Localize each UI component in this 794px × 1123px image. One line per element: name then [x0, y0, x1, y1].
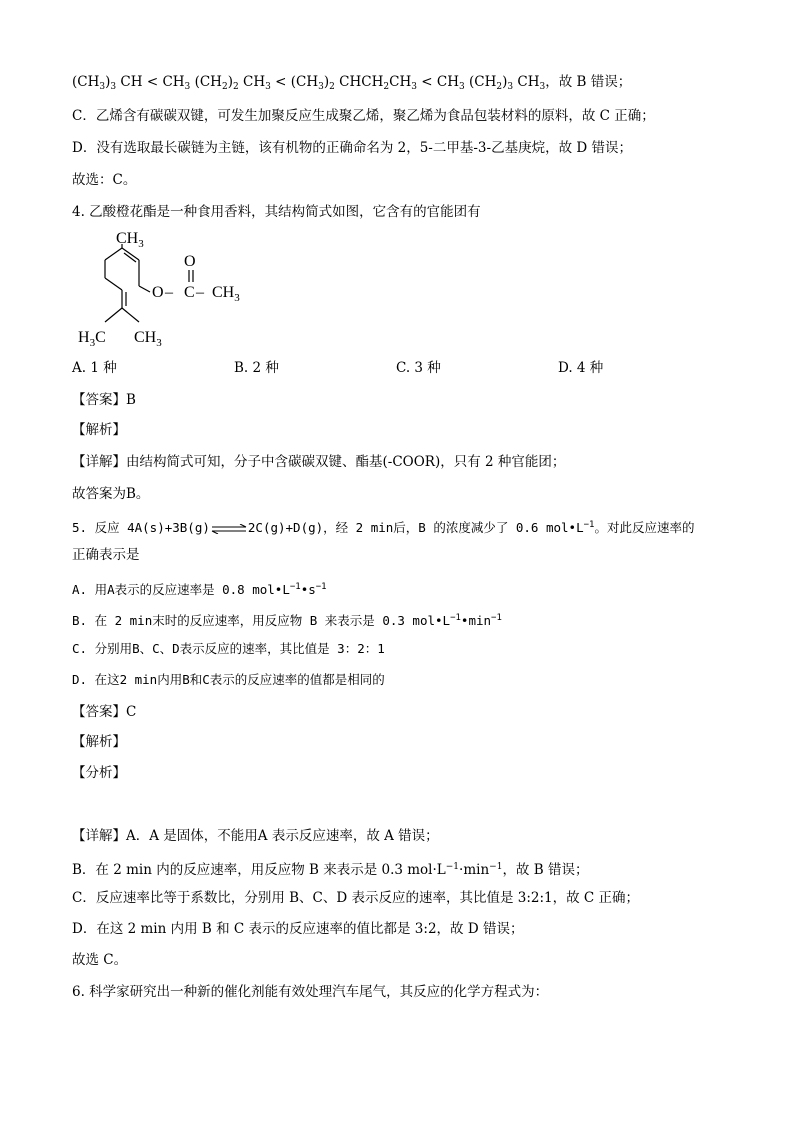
- q5-option-b: B. 在 2 min末时的反应速率，用反应物 B 来表示是 0.3 $mol•L^{-1}•\min^{-1}$: [72, 613, 502, 628]
- q4-option-c: C. 3 种: [396, 360, 441, 376]
- q5-analysis-heading: 【解析】: [72, 734, 126, 750]
- q5-conclusion: 故选 C。: [72, 952, 128, 968]
- explanation-d: D．没有选取最长碳链为主链，该有机物的正确命名为 2，5-二甲基-3-乙基庚烷，故 D 错误；: [72, 140, 632, 156]
- question-5: 5. 反应 4A(s)+3B(g) 2C(g)+D(g)，经 2 min后，B 的浓度减少了 0.6 $mol•L^{-1}$。对此反应速率的: [72, 520, 695, 535]
- q5-option-a: A. 用A表示的反应速率是 0.8 $mol•L^{-1}•s^{-1}$: [72, 582, 327, 597]
- q5-fenxi-heading: 【分析】: [72, 765, 126, 781]
- conclusion-q3: 故选：C。: [72, 172, 137, 188]
- ester-oxygen: O: [152, 284, 164, 301]
- q5-option-c: C. 分别用B、C、D表示反应的速率，其比值是 3：2：1: [72, 641, 385, 656]
- question-6: 6. 科学家研究出一种新的催化剂能有效处理汽车尾气，其反应的化学方程式为：: [72, 984, 549, 1000]
- equilibrium-arrow-icon: [210, 524, 248, 534]
- q4-option-a: A. 1 种: [72, 360, 117, 376]
- ch3-bottom-label: $CH_3$: [134, 329, 162, 349]
- h3c-left-label: $H_3C$: [78, 329, 106, 349]
- q4-option-d: D. 4 种: [558, 360, 604, 376]
- ch3-right-label: $CH_3$: [212, 284, 240, 304]
- q5-detail-a: 【详解】A．A 是固体，不能用A 表示反应速率，故 A 错误；: [72, 828, 439, 844]
- q5-detail-b: B．在 2 min 内的反应速率，用反应物 B 来表示是 0.3 $mol\cdot L^{-1}\cdot\min^{-1}$，故 B 错误；: [72, 862, 589, 878]
- dash-2: –: [196, 284, 204, 301]
- question-5-line2: 正确表示是: [72, 547, 140, 563]
- q4-detail: 【详解】由结构简式可知，分子中含碳碳双键、酯基(-COOR)，只有 2 种官能团；: [72, 454, 566, 470]
- dash-1: –: [165, 284, 173, 301]
- q4-conclusion: 故答案为B。: [72, 486, 150, 502]
- q5-detail-c: C．反应速率比等于系数比，分别用 B、C、D 表示反应的速率，其比值是 3:2:1，故 C 正确；: [72, 890, 640, 906]
- explanation-c: C．乙烯含有碳碳双键，可发生加聚反应生成聚乙烯，聚乙烯为食品包装材料的原料，故 C 正确；: [72, 108, 655, 124]
- q4-answer: 【答案】B: [72, 392, 136, 408]
- question-4: 4. 乙酸橙花酯是一种食用香料，其结构简式如图，它含有的官能团有: [72, 204, 481, 220]
- q4-option-b: B. 2 种: [234, 360, 279, 376]
- comparison-line: $(CH_3)_3$ CH < $CH_3$ $(CH_2)_2$ $CH_3 < (CH_3)_2$ $CHCH_2CH_3 < CH_3$ $(CH_2)_3$ $CH_3$，故 B 错误；: [72, 74, 632, 92]
- ester-carbon: C: [184, 284, 195, 301]
- q5-answer: 【答案】C: [72, 704, 137, 720]
- q4-analysis-heading: 【解析】: [72, 422, 126, 438]
- structure-diagram: [72, 226, 262, 354]
- ch3-top-label: $CH_3$: [116, 230, 144, 250]
- q5-option-d: D. 在这2 min内用B和C表示的反应速率的值都是相同的: [72, 672, 385, 687]
- carbonyl-oxygen: O: [184, 253, 196, 270]
- q5-detail-d: D．在这 2 min 内用 B 和 C 表示的反应速率的值比都是 3:2，故 D 错误；: [72, 921, 524, 937]
